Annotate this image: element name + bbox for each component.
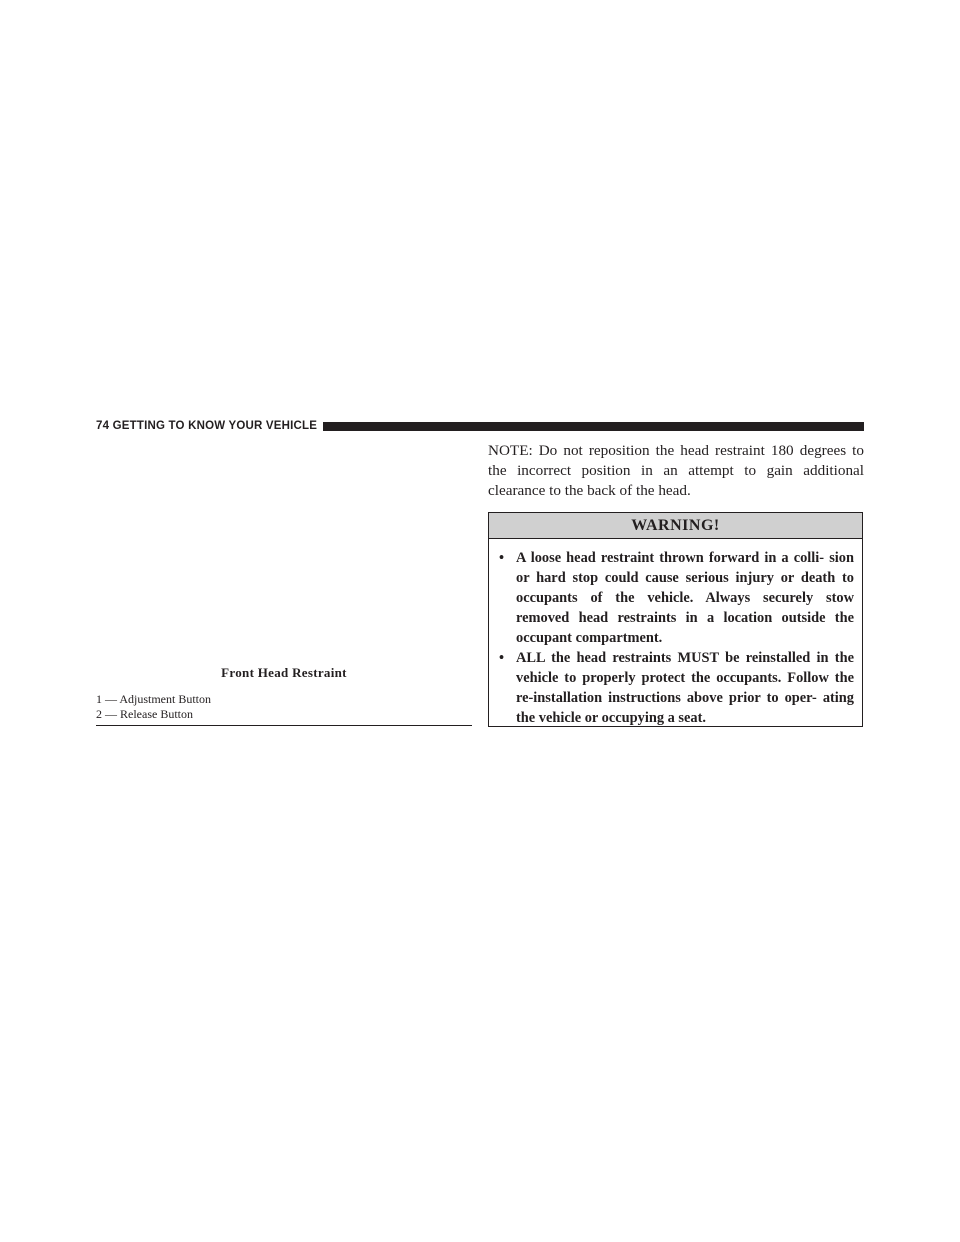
page-header <box>96 419 864 433</box>
legend-item: 2 — Release Button <box>96 707 193 721</box>
figure-placeholder <box>96 440 472 660</box>
warning-item <box>499 548 854 648</box>
legend-divider <box>96 725 472 726</box>
note-paragraph <box>488 441 864 501</box>
warning-item-text: ALL the head restraints MUST be reinstalled in the vehicle to properly protect the occupants. Follow the re-installation instructions above prior to oper- ating the vehicle or occupying a seat. <box>516 650 854 726</box>
legend-item: 1 — Adjustment Button <box>96 692 212 706</box>
warning-item-text: A loose head restraint thrown forward in a colli- sion or hard stop could cause serious injury or death to occupants of the vehicle. Always securely stow removed head restraints in a location outside the occupant compartment. <box>516 550 854 646</box>
bullet-icon: • <box>499 650 505 666</box>
bullet-icon: • <box>499 550 505 566</box>
header-label <box>96 420 317 432</box>
header-rule-bar <box>323 422 864 431</box>
warning-title: WARNING! <box>631 516 720 534</box>
note-text: Do not reposition the head restraint 180 degrees to the incorrect position in an attempt to gain additional clearance to the back of the head. <box>488 442 864 499</box>
figure-caption: Front Head Restraint <box>221 665 347 680</box>
section-title: GETTING TO KNOW YOUR VEHICLE <box>112 420 318 432</box>
warning-item <box>499 648 854 728</box>
warning-title-bar <box>489 513 862 539</box>
warning-list <box>489 539 862 728</box>
figure-legend <box>96 692 472 722</box>
warning-box <box>488 512 863 727</box>
page-number: 74 <box>96 420 110 432</box>
note-label: NOTE: <box>488 442 533 459</box>
